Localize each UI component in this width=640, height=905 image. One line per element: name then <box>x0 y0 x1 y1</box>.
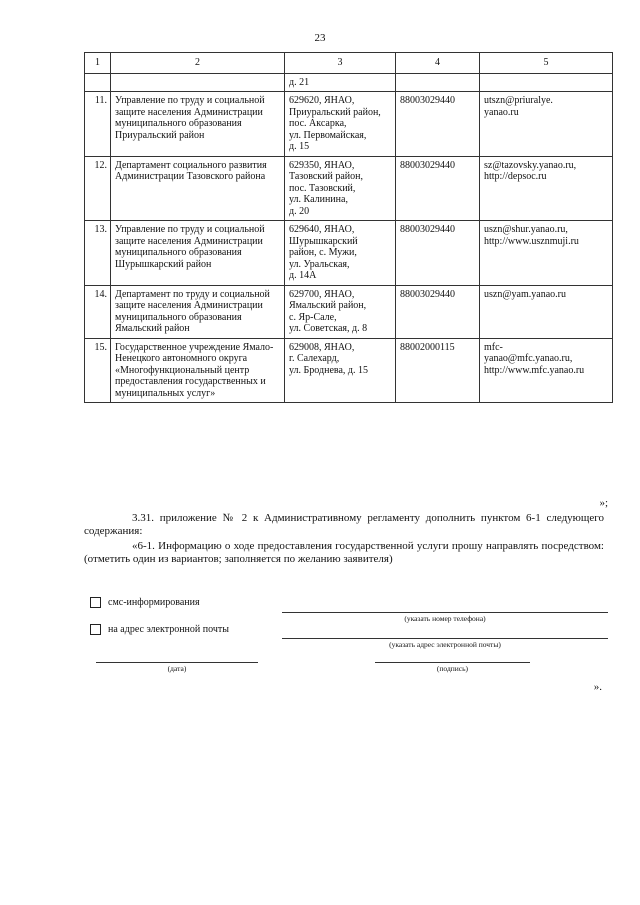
page-number: 23 <box>314 32 326 44</box>
phone-cell: 88003029440 <box>396 92 480 157</box>
table-row <box>85 221 613 286</box>
header-cell: 3 <box>285 53 396 74</box>
sms-option-label: смс-информирования <box>108 597 200 608</box>
email-checkbox[interactable] <box>90 624 101 635</box>
row-number-cell: 12. <box>85 156 111 221</box>
clause-6-1-paragraph: «6-1. Информацию о ходе предоставления государственной услуги прошу направлять посредством: (отметить один из вариантов; заполняется по желанию заявителя) <box>84 540 604 565</box>
email-option-label: на адрес электронной почты <box>108 624 229 635</box>
header-cell: 5 <box>480 53 613 74</box>
email-line[interactable] <box>282 638 608 639</box>
phone-hint: (указать номер телефона) <box>404 614 486 623</box>
header-cell: 4 <box>396 53 480 74</box>
sms-option[interactable] <box>90 597 200 608</box>
row-number-cell: 11. <box>85 92 111 157</box>
amendment-paragraph: 3.31. приложение № 2 к Административному регламенту дополнить пунктом 6-1 следующего содержания: <box>84 512 604 537</box>
table-row <box>85 156 613 221</box>
phone-cell: 88002000115 <box>396 338 480 403</box>
contacts-cell: mfc- yanao@mfc.yanao.ru, http://www.mfc.yanao.ru <box>480 338 613 403</box>
address-cell: 629620, ЯНАО, Приуральский район, пос. Аксарка, ул. Первомайская, д. 15 <box>285 92 396 157</box>
phone-line[interactable] <box>282 612 608 613</box>
signature-line[interactable] <box>375 662 530 663</box>
institutions-table <box>84 52 613 403</box>
date-hint: (дата) <box>167 664 187 673</box>
table-row <box>85 92 613 157</box>
phone-cell: 88003029440 <box>396 285 480 338</box>
phone-cell <box>396 73 480 92</box>
signature-hint: (подпись) <box>436 664 469 673</box>
sms-checkbox[interactable] <box>90 597 101 608</box>
phone-cell: 88003029440 <box>396 221 480 286</box>
email-hint: (указать адрес электронной почты) <box>389 640 501 649</box>
table-header-row <box>85 53 613 74</box>
institution-name-cell: Департамент по труду и социальной защите населения Администрации муниципального образования Ямальский район <box>111 285 285 338</box>
row-number-cell: 15. <box>85 338 111 403</box>
contacts-cell: uszn@yam.yanao.ru <box>480 285 613 338</box>
address-cell: 629008, ЯНАО, г. Салехард, ул. Броднева, д. 15 <box>285 338 396 403</box>
institution-name-cell: Управление по труду и социальной защите населения Администрации муниципального образования Приуральский район <box>111 92 285 157</box>
institution-name-cell: Управление по труду и социальной защите населения Администрации муниципального образования Шурышкарский район <box>111 221 285 286</box>
email-option[interactable] <box>90 624 229 635</box>
row-number-cell: 13. <box>85 221 111 286</box>
table-row <box>85 73 613 92</box>
contacts-cell: utszn@priuralye. yanao.ru <box>480 92 613 157</box>
institution-name-cell: Государственное учреждение Ямало-Ненецкого автономного округа «Многофункциональный центр предоставления государственных и муниципальных услуг» <box>111 338 285 403</box>
address-cell: д. 21 <box>285 73 396 92</box>
row-number-cell <box>85 73 111 92</box>
date-line[interactable] <box>96 662 258 663</box>
address-cell: 629640, ЯНАО, Шурышкарский район, с. Мужи, ул. Уральская, д. 14А <box>285 221 396 286</box>
address-cell: 629350, ЯНАО, Тазовский район, пос. Тазовский, ул. Калинина, д. 20 <box>285 156 396 221</box>
contacts-cell <box>480 73 613 92</box>
institution-name-cell: Департамент социального развития Администрации Тазовского района <box>111 156 285 221</box>
institution-name-cell <box>111 73 285 92</box>
phone-cell: 88003029440 <box>396 156 480 221</box>
header-cell: 1 <box>85 53 111 74</box>
table-row <box>85 338 613 403</box>
contacts-cell: sz@tazovsky.yanao.ru, http://depsoc.ru <box>480 156 613 221</box>
row-number-cell: 14. <box>85 285 111 338</box>
header-cell: 2 <box>111 53 285 74</box>
table-closing-quote: »; <box>599 497 608 509</box>
contacts-cell: uszn@shur.yanao.ru, http://www.usznmuji.ru <box>480 221 613 286</box>
final-closing-quote: ». <box>593 681 602 693</box>
address-cell: 629700, ЯНАО, Ямальский район, с. Яр-Сале, ул. Советская, д. 8 <box>285 285 396 338</box>
table-row <box>85 285 613 338</box>
